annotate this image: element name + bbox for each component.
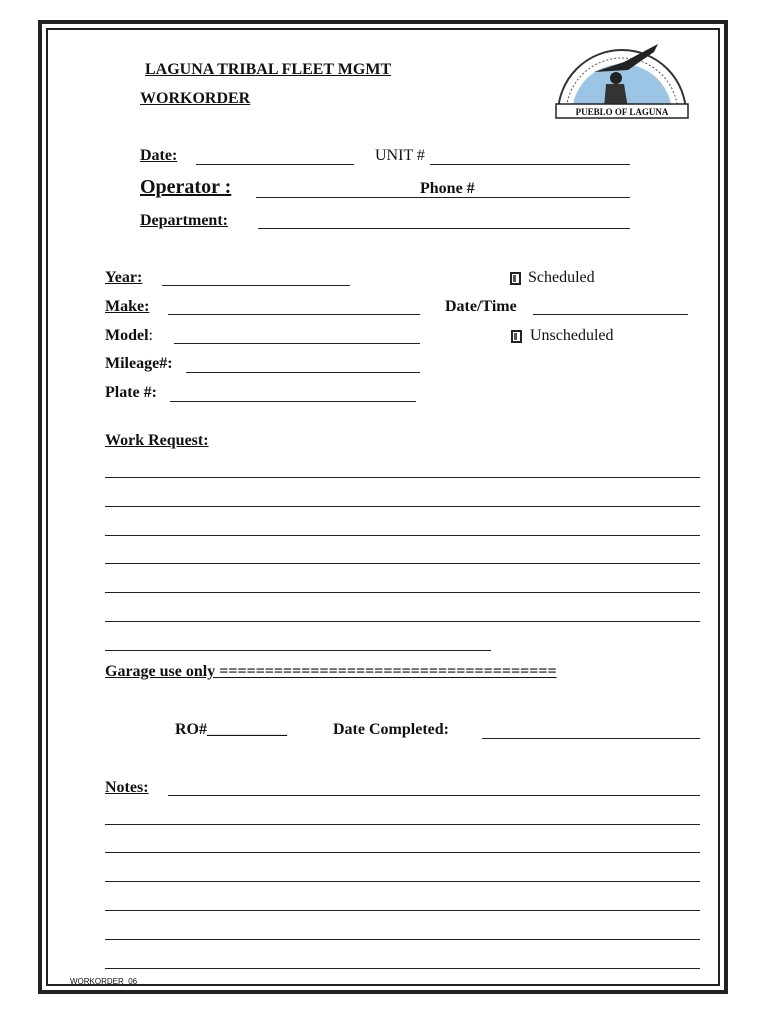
logo-text: PUEBLO OF LAGUNA bbox=[575, 107, 669, 117]
work-request-line[interactable] bbox=[105, 506, 700, 507]
plate-label: Plate #: bbox=[105, 384, 157, 401]
mileage-label: Mileage#: bbox=[105, 355, 173, 372]
work-request-line[interactable] bbox=[105, 535, 700, 536]
make-field[interactable] bbox=[168, 314, 420, 315]
date-completed-field[interactable] bbox=[482, 738, 700, 739]
work-request-line[interactable] bbox=[105, 650, 491, 651]
date-label: Date: bbox=[140, 147, 178, 164]
garage-use-rule: ===================================== bbox=[219, 663, 557, 680]
ro-field[interactable]: __________ bbox=[207, 721, 287, 738]
date-field[interactable] bbox=[196, 164, 354, 165]
garage-use-label bbox=[105, 663, 557, 681]
unit-label: UNIT # bbox=[375, 147, 425, 164]
unit-field[interactable] bbox=[430, 164, 630, 165]
model-label-colon: : bbox=[148, 327, 153, 344]
pueblo-of-laguna-logo bbox=[554, 42, 690, 120]
work-request-line[interactable] bbox=[105, 592, 700, 593]
model-label-text: Model bbox=[105, 327, 149, 344]
datetime-label: Date/Time bbox=[445, 298, 517, 315]
garage-use-text: Garage use only bbox=[105, 663, 216, 680]
department-label: Department: bbox=[140, 212, 228, 229]
mileage-field[interactable] bbox=[186, 372, 420, 373]
unscheduled-checkbox[interactable] bbox=[511, 330, 522, 343]
notes-line[interactable] bbox=[105, 910, 700, 911]
scheduled-label: Scheduled bbox=[528, 269, 595, 286]
notes-line[interactable] bbox=[168, 795, 700, 796]
form-code: WORKORDER_06 bbox=[70, 977, 138, 986]
year-label: Year: bbox=[105, 269, 143, 286]
work-request-label: Work Request: bbox=[105, 432, 209, 449]
work-request-line[interactable] bbox=[105, 477, 700, 478]
department-field[interactable] bbox=[258, 228, 630, 229]
operator-label: Operator : bbox=[140, 176, 232, 198]
ro-label bbox=[175, 721, 287, 739]
ro-label-text: RO# bbox=[175, 721, 207, 738]
form-subtitle: WORKORDER bbox=[140, 90, 251, 107]
unscheduled-label: Unscheduled bbox=[530, 327, 614, 344]
notes-line[interactable] bbox=[105, 852, 700, 853]
notes-line[interactable] bbox=[105, 968, 700, 969]
notes-line[interactable] bbox=[105, 939, 700, 940]
work-request-line[interactable] bbox=[105, 563, 700, 564]
datetime-field[interactable] bbox=[533, 314, 688, 315]
form-title: LAGUNA TRIBAL FLEET MGMT bbox=[145, 61, 392, 78]
model-field[interactable] bbox=[174, 343, 420, 344]
model-label bbox=[105, 327, 153, 345]
plate-field[interactable] bbox=[170, 401, 416, 402]
notes-line[interactable] bbox=[105, 881, 700, 882]
scheduled-checkbox[interactable] bbox=[510, 272, 521, 285]
notes-label: Notes: bbox=[105, 779, 149, 796]
make-label: Make: bbox=[105, 298, 150, 315]
phone-label: Phone # bbox=[420, 180, 475, 197]
year-field[interactable] bbox=[162, 285, 350, 286]
notes-line[interactable] bbox=[105, 824, 700, 825]
inner-border bbox=[46, 28, 720, 986]
work-request-line[interactable] bbox=[105, 621, 700, 622]
date-completed-label: Date Completed: bbox=[333, 721, 449, 738]
